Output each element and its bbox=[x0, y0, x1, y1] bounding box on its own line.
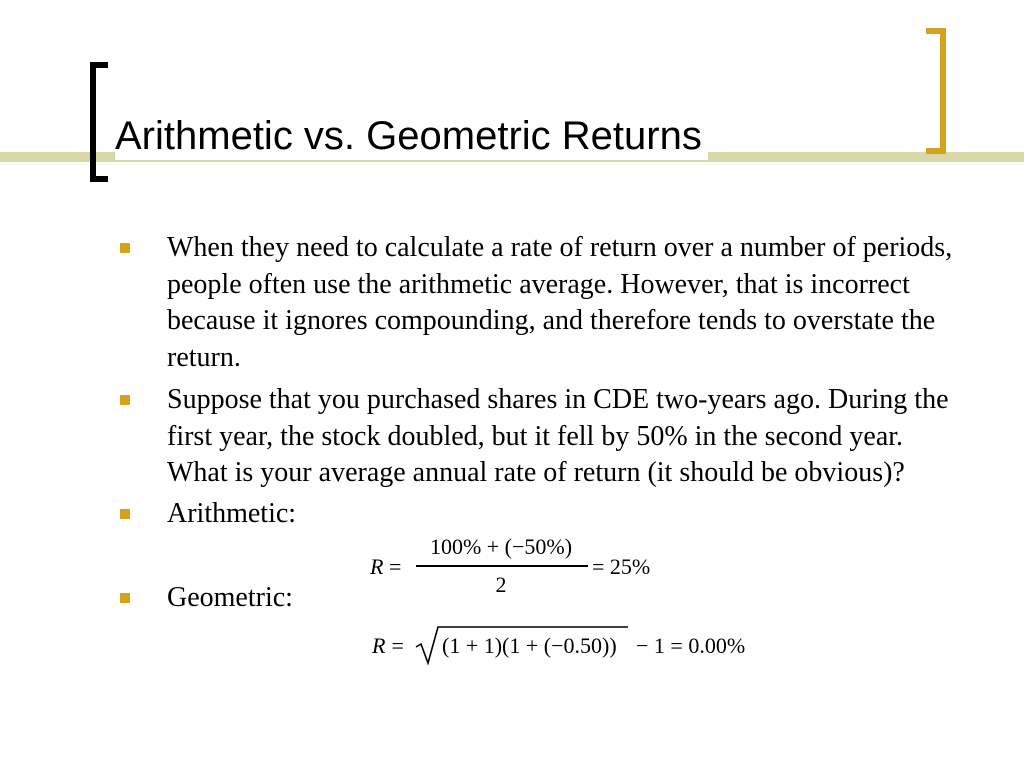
square-bullet-icon bbox=[120, 509, 130, 519]
bullet-text: Suppose that you purchased shares in CDE two-years ago. During the first year, the stock doubled, but it fell by 50% in the second year. What is your average annual rate of return (it should be obvious)? bbox=[167, 384, 949, 488]
fraction-denominator: 2 bbox=[495, 572, 507, 597]
bullet-text: Geometric: bbox=[167, 581, 293, 613]
slide-title: Arithmetic vs. Geometric Returns bbox=[115, 112, 708, 160]
fraction-numerator: 100% + (−50%) bbox=[429, 534, 573, 559]
square-bullet-icon bbox=[120, 395, 130, 405]
square-bullet-icon bbox=[120, 243, 130, 253]
geometric-formula-svg bbox=[372, 623, 792, 667]
formula-lhs: R = bbox=[372, 633, 404, 658]
radicand: (1 + 1)(1 + (−0.50)) bbox=[442, 633, 617, 658]
formula-result: = 25% bbox=[592, 554, 651, 579]
formula-tail: − 1 = 0.00% bbox=[636, 633, 746, 658]
formula-lhs: R = bbox=[370, 554, 402, 579]
geometric-formula bbox=[372, 623, 792, 667]
right-bracket-decoration bbox=[926, 28, 946, 154]
bullet-text: Arithmetic: bbox=[167, 497, 297, 529]
square-bullet-icon bbox=[120, 593, 130, 603]
bullet-item bbox=[120, 230, 960, 376]
fraction-bar bbox=[416, 565, 588, 567]
bullet-text: When they need to calculate a rate of return over a number of periods, people often use the arithmetic average. However, that is incorrect because it ignores compounding, and therefore tends to overstate the return. bbox=[167, 232, 953, 373]
left-bracket-decoration bbox=[90, 62, 108, 182]
arithmetic-formula bbox=[370, 532, 690, 602]
bullet-item bbox=[120, 382, 960, 492]
